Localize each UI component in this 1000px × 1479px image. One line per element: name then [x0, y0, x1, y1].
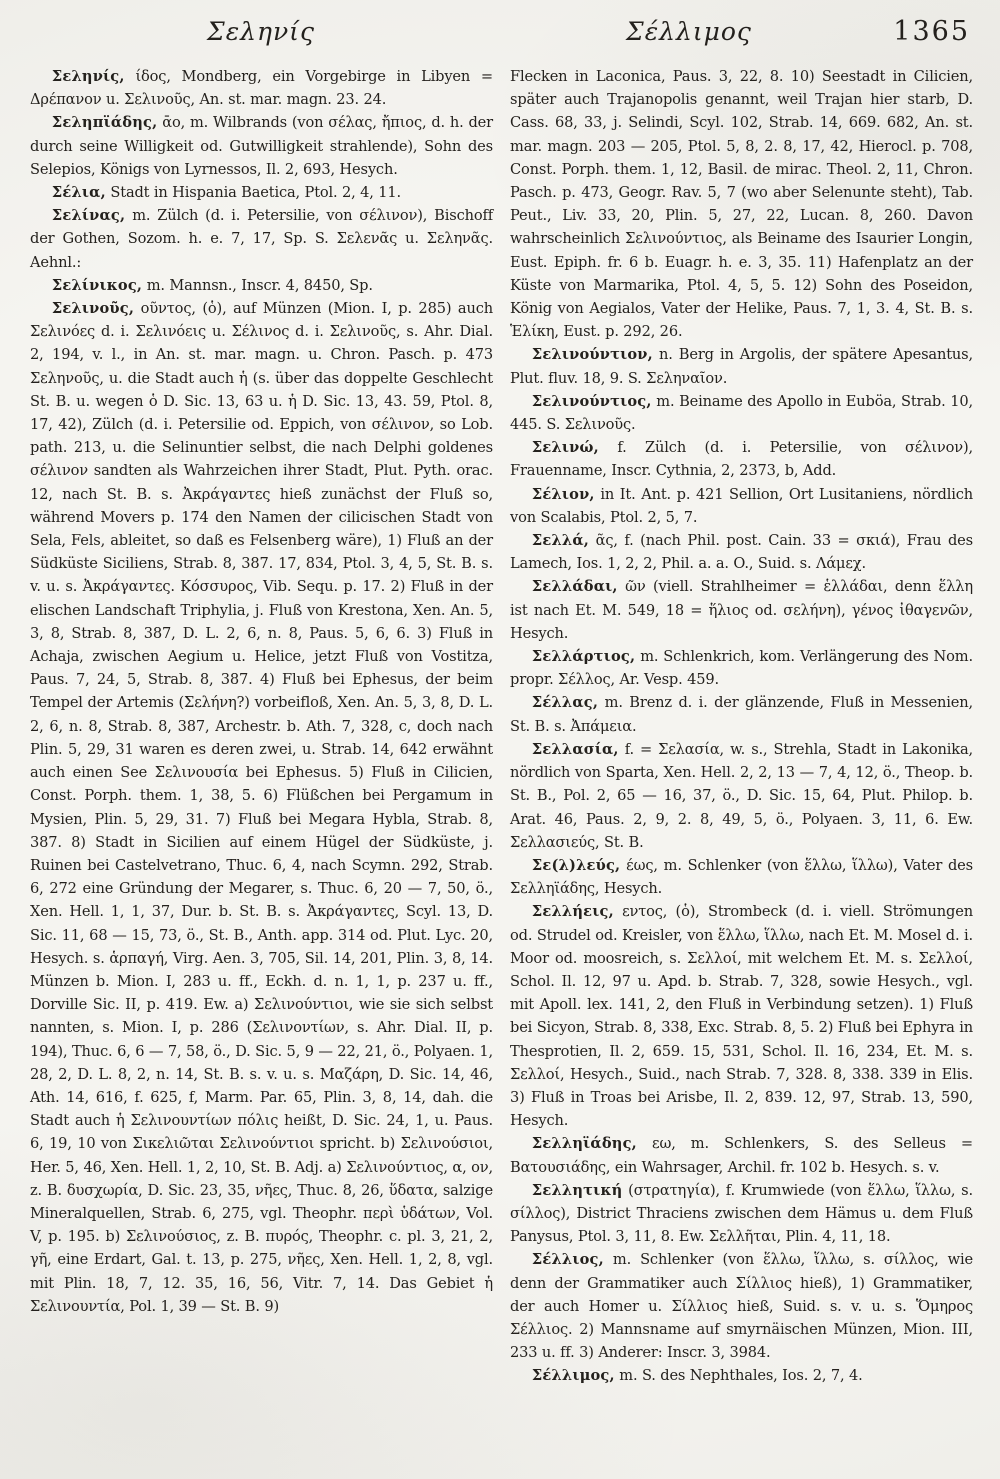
- entry-headword: Σέλλιος,: [531, 1251, 604, 1269]
- dictionary-entry: [510, 575, 973, 645]
- entry-headword: Σελινούντιος,: [531, 392, 652, 410]
- left-column: [30, 65, 493, 1388]
- dictionary-entry: [510, 436, 973, 482]
- entry-headword: Σελινούντιον,: [531, 346, 653, 364]
- entry-text: ᾶς, f. (nach Phil. post. Cain. 33 = σκιά), Frau des Lamech, Ios. 1, 2, 2, Phil. a. a. O., Suid. s. Λάμεχ.: [510, 532, 973, 573]
- dictionary-entry: [510, 1364, 973, 1387]
- entry-text: m. S. des Nephthales, Ios. 2, 7, 4.: [614, 1367, 863, 1385]
- entry-headword: Σελλάδαι,: [531, 578, 618, 596]
- page-number: 1365: [893, 16, 970, 47]
- entry-text: εντος, (ὁ), Strombeck (d. i. viell. Strömungen od. Strudel od. Kreisler, von ἕλλω, ἵλλω, nach Et. M. Mosel d. i. Moor od. moosreich, s. Σελλοί, mit welchem Et. M. s. Σελλοί, Schol. Il. 12, 97 u. Apd. b. Strab. 7, 328, sowie Hesych., vgl. mit Apoll. lex. 141, 2, den Fluß in Verbindung setzen). 1) Fluß bei Sicyon, Strab. 8, 338, Exc. Strab. 8, 5. 2) Fluß bei Ephyra in Thesprotien, Il. 2, 659. 15, 531, Schol. Il. 16, 234, Et. M. s. Σελλοί, Hesych., Suid., nach Strab. 7, 328. 8, 338. 339 in Elis. 3) Fluß in Troas bei Arisbe, Il. 2, 839. 12, 97, Strab. 13, 590, Hesych.: [510, 903, 973, 1130]
- entry-text: ίδος, Mondberg, ein Vorgebirge in Libyen = Δρέπανον u. Σελινοῦς, An. st. mar. magn. 23. 24.: [30, 68, 493, 109]
- entry-text: in It. Ant. p. 421 Sellion, Ort Lusitaniens, nördlich von Scalabis, Ptol. 2, 5, 7.: [510, 485, 973, 526]
- dictionary-entry: [510, 343, 973, 389]
- entry-headword: Σεληπϊάδης,: [51, 114, 158, 132]
- entry-headword: Σελλασία,: [531, 740, 619, 758]
- entry-headword: Σέλλιμος,: [531, 1367, 615, 1385]
- entry-text: m. Schlenkrich, kom. Verlängerung des Nom. propr. Σέλλος, Ar. Vesp. 459.: [510, 648, 973, 689]
- entry-text: Flecken in Laconica, Paus. 3, 22, 8. 10) Seestadt in Cilicien, später auch Trajanopolis genannt, weil Trajan hier starb, D. Cass. 68, 33, j. Selindi, Scyl. 102, Strab. 14, 669. 682, An. st. mar. magn. 203 — 205, Ptol. 5, 8, 2. 8, 17, 42, Hierocl. p. 708, Const. Porph. them. 1, 12, Basil. de mirac. Theol. 2, 11, Chron. Pasch. p. 473, Geogr. Rav. 5, 7 (wo aber Selenunte steht), Tab. Peut., Liv. 33, 20, Plin. 5, 27, 22, Lucan. 8, 260. Davon wahrscheinlich Σελινούντιος, als Beiname des Isaurier Longin, Eust. Epiph. fr. 6 b. Euagr. h. e. 3, 35. 11) Hafenplatz an der Küste von Marmarika, Ptol. 4, 5, 5. 12) Sohn des Poseidon, König von Aegialos, Vater der Helike, Paus. 7, 1, 3. 4, St. B. s. Ἑλίκη, Eust. p. 292, 26.: [510, 68, 973, 341]
- entry-headword: Σελληϊάδης,: [531, 1135, 637, 1153]
- entry-headword: Σελλά,: [531, 532, 590, 550]
- dictionary-entry: [510, 1132, 973, 1178]
- text-columns: [0, 47, 1000, 1388]
- dictionary-entry: [510, 1179, 973, 1249]
- dictionary-entry: [510, 390, 973, 436]
- entry-text: n. Berg in Argolis, der spätere Apesantus, Plut. fluv. 18, 9. S. Σεληναῖον.: [510, 346, 973, 387]
- entry-headword: Σέλλας,: [531, 694, 599, 712]
- dictionary-entry: [510, 645, 973, 691]
- entry-text: (στρατηγία), f. Krumwiede (von ἕλλω, ἵλλω, s. σίλλος), District Thraciens zwischen dem Hämus u. dem Fluß Panysus, Ptol. 3, 11, 8. Ew. Σελλῆται, Plin. 4, 11, 18.: [510, 1181, 973, 1246]
- entry-text: f. = Σελασία, w. s., Strehla, Stadt in Lakonika, nördlich von Sparta, Xen. Hell. 2, 2, 13 — 7, 4, 12, ö., Theop. b. St. B., Pol. 2, 65 — 16, 37, ö., D. Sic. 15, 64, Plut. Philop. b. Arat. 46, Paus. 2, 9, 2. 8, 49, 5, ö., Polyaen. 3, 11, 6. Ew. Σελλασιεύς, St. B.: [510, 740, 973, 851]
- dictionary-entry: [510, 900, 973, 1132]
- dictionary-entry: [30, 181, 493, 204]
- header-keyword-left: Σεληνίς: [207, 17, 315, 46]
- dictionary-entry: [510, 483, 973, 529]
- entry-headword: Σελίνικος,: [51, 276, 143, 294]
- entry-text: m. Schlenker (von ἕλλω, ἵλλω, s. σίλλος, wie denn der Grammatiker auch Σίλλιος hieß), 1) Grammatiker, der auch Homer u. Σίλλιος hieß, Suid. s. v. u. s. Ὅμηρος Σέλλιος. 2) Mannsname auf smyrnäischen Münzen, Mion. III, 233 u. ff. 3) Anderer: Inscr. 3, 3984.: [510, 1251, 973, 1362]
- dictionary-entry-continuation: [510, 65, 973, 343]
- dictionary-entry: [30, 65, 493, 111]
- entry-text: εω, m. Schlenkers, S. des Selleus = Βατουσιάδης, ein Wahrsager, Archil. fr. 102 b. Hesych. s. v.: [510, 1135, 973, 1176]
- entry-text: ῶν (viell. Strahlheimer = ἑλλάδαι, denn ἕλλη ist nach Et. M. 549, 18 = ἥλιος od. σελήνη), γένος ἰθαγενῶν, Hesych.: [510, 578, 973, 642]
- entry-headword: Σέλιον,: [531, 485, 595, 503]
- entry-text: m. Mannsn., Inscr. 4, 8450, Sp.: [142, 276, 373, 294]
- entry-text: ᾱο, m. Wilbrands (von σέλας, ἤπιος, d. h. der durch seine Willigkeit od. Gutwilligkeit strahlende), Sohn des Selepios, Königs von Lyrnessos, Il. 2, 693, Hesych.: [30, 114, 493, 178]
- entry-headword: Σεληνίς,: [51, 68, 125, 85]
- dictionary-entry: [30, 204, 493, 274]
- dictionary-entry: [510, 691, 973, 737]
- dictionary-entry: [30, 274, 493, 297]
- dictionary-entry: [510, 854, 973, 900]
- entry-headword: Σελλάρτιος,: [531, 648, 636, 666]
- entry-headword: Σελλήεις,: [531, 903, 614, 921]
- entry-text: f. Zülch (d. i. Petersilie, von σέλινον), Frauenname, Inscr. Cythnia, 2, 2373, b, Add.: [510, 439, 973, 480]
- dictionary-entry: [510, 529, 973, 575]
- right-column: [510, 65, 973, 1388]
- dictionary-entry: [30, 297, 493, 1318]
- dictionary-entry: [510, 738, 973, 854]
- page-header: [0, 0, 1000, 47]
- entry-headword: Σελινώ,: [531, 439, 599, 457]
- entry-text: m. Zülch (d. i. Petersilie, von σέλινον), Bischoff der Gothen, Sozom. h. e. 7, 17, Sp. S. Σελενᾶς u. Σεληνᾶς. Aehnl.:: [30, 207, 493, 271]
- entry-text: m. Beiname des Apollo in Euböa, Strab. 10, 445. S. Σελινοῦς.: [510, 392, 973, 434]
- entry-headword: Σελίνας,: [51, 207, 126, 225]
- header-keyword-right: Σέλλιμος: [626, 17, 752, 46]
- dictionary-entry: [510, 1248, 973, 1364]
- entry-text: m. Brenz d. i. der glänzende, Fluß in Messenien, St. B. s. Ἀπάμεια.: [510, 694, 973, 735]
- entry-headword: Σελλητική: [531, 1181, 623, 1199]
- entry-text: οῦντος, (ὁ), auf Münzen (Mion. I, p. 285) auch Σελινόες d. i. Σελινόεις u. Σέλινος d. i. Σελινοῦς, s. Ahr. Dial. 2, 194, v. l., in An. st. mar. magn. u. Chron. Pasch. p. 473 Σεληνοῦς, u. die Stadt auch ἡ (s. über das doppelte Geschlecht St. B. u. wegen ὁ D. Sic. 13, 63 u. ἡ D. Sic. 13, 43. 59, Ptol. 8, 17, 42), Zülch (d. i. Petersilie od. Eppich, von σέλινον, so Lob. path. 213, u. die Selinuntier selbst, die nach Delphi goldenes σέλινον sandten als Wahrzeichen ihrer Stadt, Plut. Pyth. orac. 12, nach St. B. s. Ἀκράγαντες hieß zunächst der Fluß so, während Movers p. 174 den Namen der cilicischen Stadt von Sela, Fels, ableitet, so daß es Felsenberg wäre), 1) Fluß an der Südküste Siciliens, Strab. 8, 387. 17, 834, Ptol. 3, 4, 5, St. B. s. v. u. s. Ἀκράγαντες. Κόσσυρος, Vib. Sequ. p. 17. 2) Fluß in der elischen Landschaft Triphylia, j. Fluß von Krestona, Xen. An. 5, 3, 8, Strab. 8, 387, D. L. 2, 6, n. 8, Paus. 5, 6, 6. 3) Fluß in Achaja, zwischen Aegium u. Helice, jetzt Fluß von Vostitza, Paus. 7, 24, 5, Strab. 8, 387. 4) Fluß bei Ephesus, der beim Tempel der Artemis (Σελήνη?) vorbeifloß, Xen. An. 5, 3, 8, D. L. 2, 6, n. 8, Strab. 8, 387, Archestr. b. Ath. 7, 328, c, doch nach Plin. 5, 29, 31 waren es deren zwei, u. Strab. 14, 642 erwähnt auch einen See Σελινουσία bei Ephesus. 5) Fluß in Cilicien, Const. Porph. them. 1, 38, 5. 6) Flüßchen bei Pergamum in Mysien, Plin. 5, 29, 31. 7) Fluß bei Megara Hybla, Strab. 8, 387. 8) Stadt in Sicilien auf einem Hügel der Südküste, j. Ruinen bei Castelvetrano, Thuc. 6, 4, nach Scymn. 292, Strab. 6, 272 eine Gründung der Megarer, s. Thuc. 6, 20 — 7, 50, ö., Xen. Hell. 1, 1, 37, Dur. b. St. B. s. Ἀκράγαντες, Scyl. 13, D. Sic. 11, 68 — 15, 73, ö., St. B., Anth. app. 314 od. Plut. Lyc. 20, Hesych. s. ἁρπαγή, Virg. Aen. 3, 705, Sil. 14, 201, Plin. 3, 8, 14. Münzen b. Mion. I, 283 u. ff., Eckh. d. n. 1, 1, p. 237 u. ff., Dorville Sic. II, p. 419. Ew. a) Σελινούντιοι, wie sie sich selbst nannten, s. Mion. I, p. 286 (Σελινοντίων, s. Ahr. Dial. II, p. 194), Thuc. 6, 6 — 7, 58, ö., D. Sic. 5, 9 — 22, 21, ö., Polyaen. 1, 28, 2, D. L. 8, 2, n. 14, St. B. s. v. u. s. Μαζάρη, D. Sic. 14, 46, Ath. 14, 616, f. 625, f, Marm. Par. 65, Plin. 3, 8, 14, dah. die Stadt auch ἡ Σελινουντίων πόλις heißt, D. Sic. 24, 1, u. Paus. 6, 19, 10 von Σικελιῶται Σελινούντιοι spricht. b) Σελινούσιοι, Her. 5, 46, Xen. Hell. 1, 2, 10, St. B. Adj. a) Σελινούντιος, α, ον, z. B. δυσχωρία, D. Sic. 23, 35, νῆες, Thuc. 8, 26, ὕδατα, salzige Mineralquellen, Strab. 6, 275, vgl. Theophr. περὶ ὑδάτων, Vol. V, p. 195. b) Σελινούσιος, z. B. πυρός, Theophr. c. pl. 3, 21, 2, γῆ, eine Erdart, Gal. t. 13, p. 275, νῆες, Xen. Hell. 1, 2, 8, vgl. mit Plin. 18, 7, 12. 35, 16, 56, Vitr. 7, 14. Das Gebiet ἡ Σελινουντία, Pol. 1, 39 — St. B. 9): [30, 300, 493, 1315]
- entry-text: Stadt in Hispania Baetica, Ptol. 2, 4, 11.: [105, 184, 402, 202]
- entry-headword: Σε(λ)λεύς,: [531, 856, 621, 874]
- entry-headword: Σελινοῦς,: [51, 300, 135, 318]
- entry-text: έως, m. Schlenker (von ἕλλω, ἵλλω), Vater des Σελληϊάδης, Hesych.: [510, 856, 973, 898]
- dictionary-entry: [30, 111, 493, 181]
- entry-headword: Σέλια,: [51, 184, 106, 202]
